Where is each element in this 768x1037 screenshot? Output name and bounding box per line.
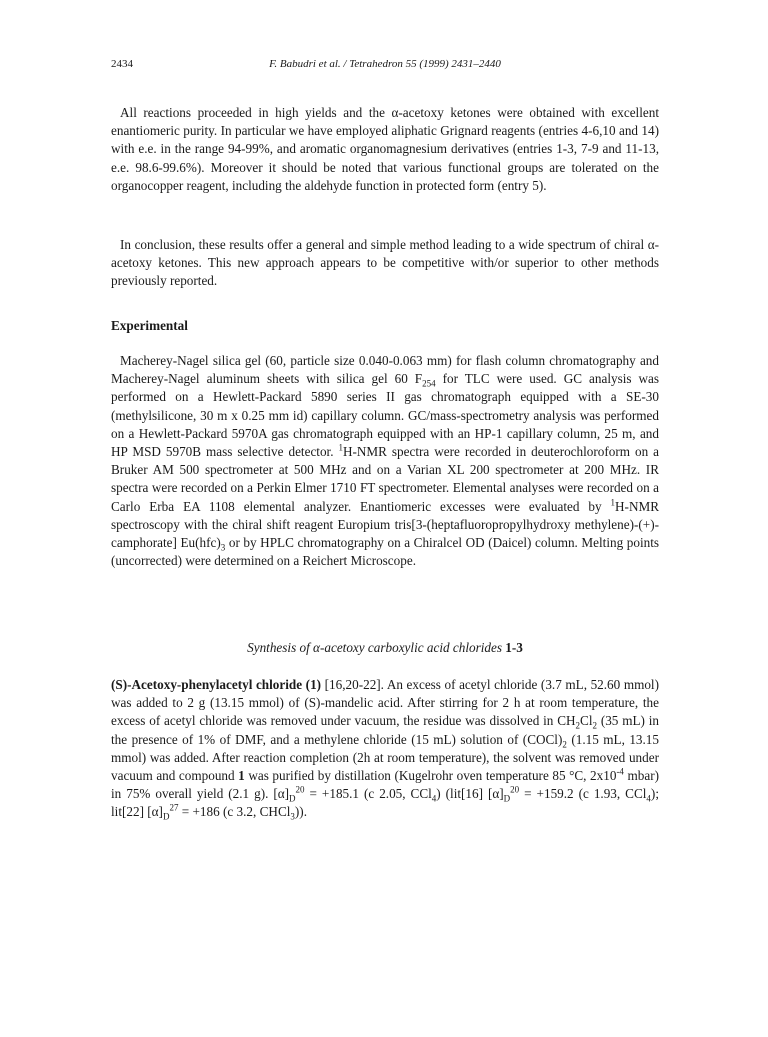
paragraph-conclusion: In conclusion, these results offer a general and simple method leading to a wide spectrum of chiral α-acetoxy ketones. This new approach appears to be competitive with/or superior to other methods previously reported. bbox=[111, 237, 659, 289]
conclusion-paragraph bbox=[111, 236, 659, 291]
page-number: 2434 bbox=[111, 58, 133, 70]
section-heading-experimental: Experimental bbox=[111, 318, 188, 333]
experimental-paragraph bbox=[111, 352, 659, 570]
paragraph-results: All reactions proceeded in high yields and the α-acetoxy ketones were obtained with excellent enantiomeric purity. In particular we have employed aliphatic Grignard reagents (entries 4-6,10 and 14) with e.e. in the range 94-99%, and aromatic organomagnesium derivatives (entries 1-3, 7-9 and 11-13, e.e. 98.6-99.6%). Moreover it should be noted that various functional groups are tolerated on the organocopper reagent, including the aldehyde function in protected form (entry 5). bbox=[111, 105, 659, 193]
results-paragraph bbox=[111, 104, 659, 195]
synthesis-paragraph bbox=[111, 676, 659, 822]
paragraph-experimental: Macherey-Nagel silica gel (60, particle size 0.040-0.063 mm) for flash column chromatography and Macherey-Nagel aluminum sheets with silica gel 60 $F_{254}$ for TLC were used. GC analysis was performed on a Hewlett-Packard 5890 series II gas chromatograph equipped with a SE-30 (methylsilicone, 30 m x 0.25 mm id) capillary column. GC/mass-spectrometry analysis was performed on a Hewlett-Packard 5970A gas chromatograph equipped with an HP-1 capillary column, 25 m, and HP MSD 5970B mass selective detector. $^1$H-NMR spectra were recorded in deuterochloroform on a Bruker AM 500 spectrometer at 500 MHz and on a Varian XL 200 spectrometer at 200 MHz. IR spectra were recorded on a Perkin Elmer 1710 FT spectrometer. Elemental analyses were recorded on a Carlo Erba EA 1108 elemental analyzer. Enantiomeric excesses were evaluated by $^1$H-NMR spectroscopy with the chiral shift reagent Europium tris[3-(heptafluoropropylhydroxy methylene)-(+)-camphorate] $Eu(hfc)_3$ or by HPLC chromatography on a Chiralcel OD (Daicel) column. Melting points (uncorrected) were determined on a Reichert Microscope. bbox=[111, 353, 660, 569]
compound-name: (S)-Acetoxy-phenylacetyl chloride (1) bbox=[111, 677, 322, 692]
subsection-title: Synthesis of α-acetoxy carboxylic acid chlorides 1-3 bbox=[247, 640, 523, 655]
paragraph-synthesis: (S)-Acetoxy-phenylacetyl chloride (1) [16,20-22]. An excess of acetyl chloride (3.7 mL, 52.60 mmol) was added to 2 g (13.15 mmol) of (S)-mandelic acid. After stirring for 2 h at room temperature, the excess of acetyl chloride was removed under vacuum, the residue was dissolved in $CH_2Cl_2$ (35 mL) in the presence of 1% of DMF, and a methylene chloride (15 mL) solution of $(COCl)_2$ (1.15 mL, 13.15 mmol) was added. After reaction completion (2h at room temperature), the solvent was removed under vacuum and compound 1 was purified by distillation (Kugelrohr oven temperature 85 °C, $2x10^{-4}$ mbar) in 75% overall yield (2.1 g). $[\alpha]_D^{20} = +185.1$ (c 2.05, CCl$_4$) (lit[16] $[\alpha]_D^{20} = +159.2$ (c 1.93, CCl$_4$); lit[22] $[\alpha]_D^{27} = +186$ (c 3.2, CHCl$_3$)). bbox=[111, 677, 659, 823]
running-title: F. Babudri et al. / Tetrahedron 55 (1999) 2431–2440 bbox=[269, 58, 501, 70]
running-header bbox=[111, 58, 659, 78]
